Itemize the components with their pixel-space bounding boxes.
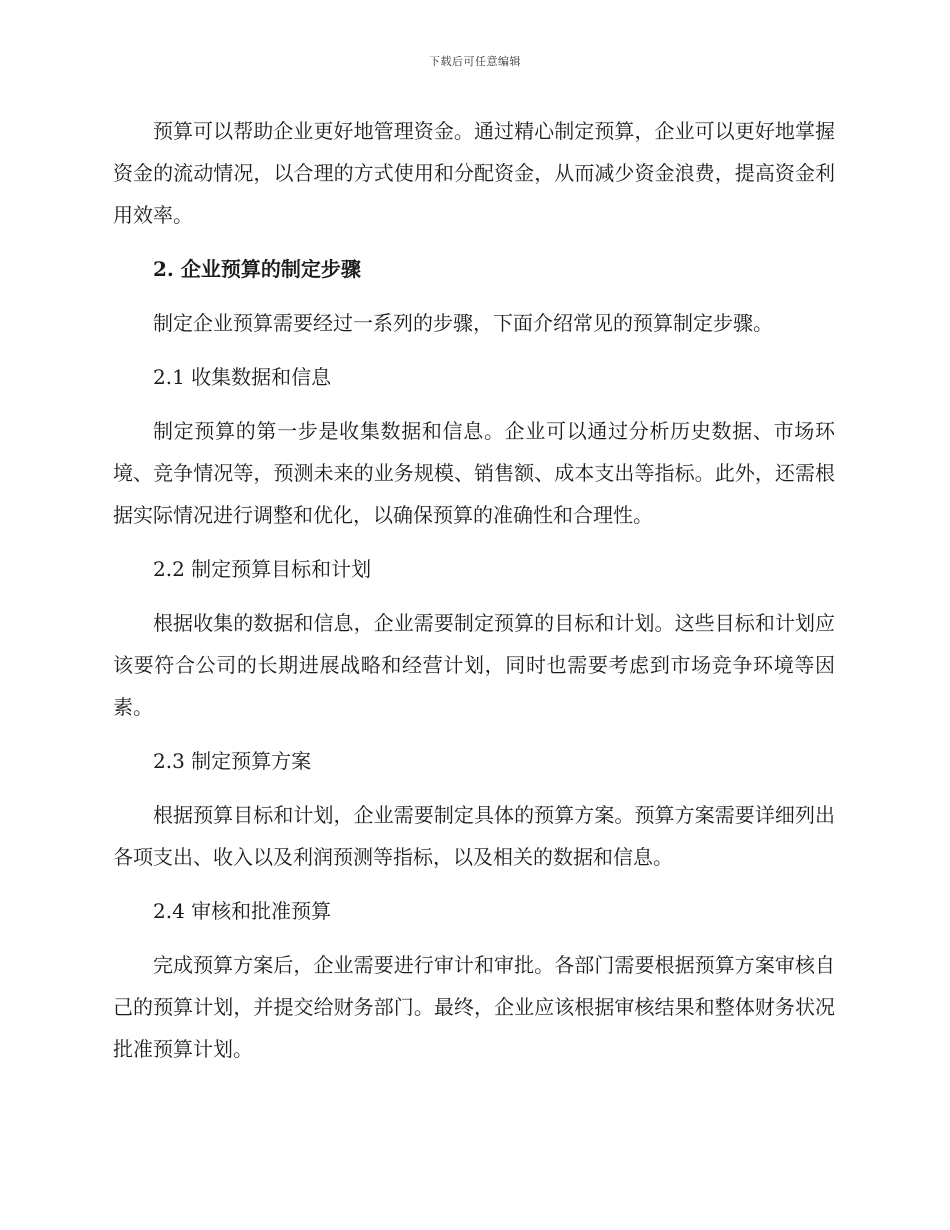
subsection-2-4-heading: 2.4 审核和批准预算 [153,899,332,923]
header-note: 下载后可任意编辑 [429,55,521,68]
paragraph-subsection-2-3: 根据预算目标和计划，企业需要制定具体的预算方案。预算方案需要详细列出各项支出、收入以及利润预测等指标，以及相关的数据和信息。 [113,803,835,869]
subsection-2-2-heading: 2.2 制定预算目标和计划 [153,557,372,581]
paragraph-subsection-2-1: 制定预算的第一步是收集数据和信息。企业可以通过分析历史数据、市场环境、竞争情况等，预测未来的业务规模、销售额、成本支出等指标。此外，还需根据实际情况进行调整和优化，以确保预算的准确性和合理性。 [113,419,835,527]
paragraph-section-2: 制定企业预算需要经过一系列的步骤，下面介绍常见的预算制定步骤。 [153,311,773,335]
subsection-2-3-heading: 2.3 制定预算方案 [153,749,312,773]
subsection-2-1-heading: 2.1 收集数据和信息 [153,365,332,389]
section-2-heading: 2. 企业预算的制定步骤 [153,257,361,281]
paragraph-subsection-2-2: 根据收集的数据和信息，企业需要制定预算的目标和计划。这些目标和计划应该要符合公司的长期进展战略和经营计划，同时也需要考虑到市场竞争环境等因素。 [113,611,835,719]
paragraph-subsection-2-4: 完成预算方案后，企业需要进行审计和审批。各部门需要根据预算方案审核自己的预算计划，并提交给财务部门。最终，企业应该根据审核结果和整体财务状况批准预算计划。 [113,953,835,1061]
document-body [113,110,835,1070]
paragraph-intro: 预算可以帮助企业更好地管理资金。通过精心制定预算，企业可以更好地掌握资金的流动情况，以合理的方式使用和分配资金，从而减少资金浪费，提高资金利用效率。 [113,119,835,227]
